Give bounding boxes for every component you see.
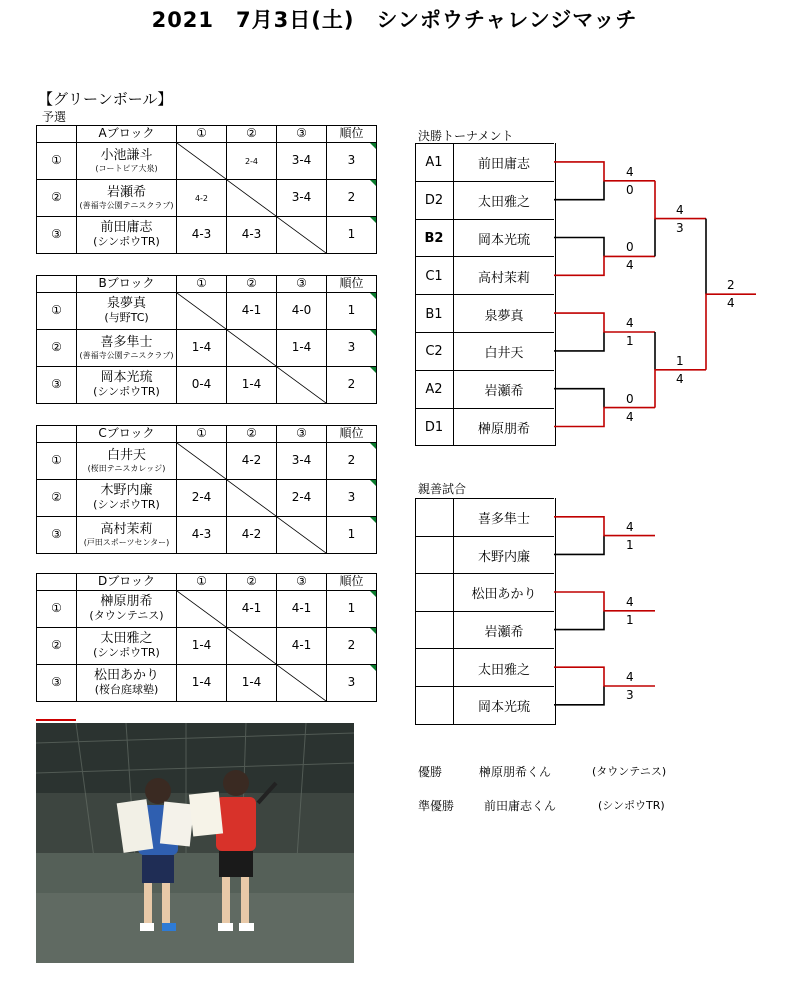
friendly-player: 岡本光琉 (454, 686, 554, 725)
winner-name: 榊原朋希くん (479, 765, 552, 779)
rank-marker-icon (370, 665, 376, 671)
score-cell (227, 293, 277, 330)
block-name: Dブロック (77, 574, 177, 591)
friendly-line-winner (554, 517, 655, 536)
self-match-cell (177, 591, 227, 628)
round2-score: 3 (676, 220, 684, 235)
row-mark: ① (37, 591, 77, 628)
page-title: 2021 7月3日(土) シンポウチャレンジマッチ (151, 8, 638, 32)
rank-cell (327, 367, 377, 404)
winner-label: 優勝 (418, 765, 443, 779)
header-blank (37, 126, 77, 143)
player-cell (77, 293, 177, 330)
player-club: (シンポウTR) (93, 385, 160, 399)
diagonal-slash-icon (227, 628, 276, 664)
rank-cell (327, 143, 377, 180)
score-cell (177, 180, 227, 217)
header-blank (37, 574, 77, 591)
self-match-cell (277, 367, 327, 404)
block-name: Bブロック (77, 276, 177, 293)
row-mark: ② (37, 180, 77, 217)
bracket-player: 白井天 (454, 332, 554, 371)
player-cell (77, 480, 177, 517)
bracket-player: 太田雅之 (454, 181, 554, 220)
score-cell (227, 517, 277, 554)
player-club: (タウンテニス) (89, 609, 164, 623)
player-name: 木野内廉 (100, 483, 153, 499)
rank-value: 1 (347, 303, 356, 318)
player-club: (コートピア大泉) (95, 163, 158, 173)
score-value: 4-0 (291, 303, 312, 318)
final-score: 2 (727, 278, 735, 293)
round1-score: 0 (626, 391, 634, 406)
score-cell (177, 330, 227, 367)
player-club: (与野TC) (104, 311, 149, 325)
score-cell (277, 480, 327, 517)
score-cell (177, 628, 227, 665)
runner-up-club: (シンポウTR) (598, 799, 665, 812)
friendly-score: 4 (626, 519, 634, 534)
player-name: 松田あかり (93, 668, 159, 684)
seed-cell: B2 (415, 219, 454, 258)
opponent-header: ② (227, 574, 277, 591)
player-club: (桜田テニスカレッジ) (87, 463, 166, 473)
score-value: 3-4 (291, 153, 312, 168)
opponent-header: ② (227, 126, 277, 143)
player-club: (シンポウTR) (93, 235, 160, 249)
friendly-player: 木野内廉 (454, 536, 554, 575)
bracket-line-loser (554, 389, 604, 408)
player-cell (77, 330, 177, 367)
score-cell (277, 143, 327, 180)
rank-value: 2 (347, 453, 356, 468)
player-cell (77, 367, 177, 404)
self-match-cell (177, 143, 227, 180)
diagonal-slash-icon (177, 443, 226, 479)
player-club: (桜台庭球塾) (94, 683, 159, 697)
player-cell (77, 180, 177, 217)
player-name: 白井天 (106, 447, 146, 463)
rank-value: 3 (347, 153, 356, 168)
opponent-header: ② (227, 426, 277, 443)
round2-score: 4 (676, 371, 684, 386)
diagonal-slash-icon (277, 217, 326, 253)
rank-marker-icon (370, 180, 376, 186)
row-mark: ③ (37, 517, 77, 554)
self-match-cell (277, 517, 327, 554)
header-blank (37, 276, 77, 293)
self-match-cell (177, 293, 227, 330)
runner-up-label: 準優勝 (418, 799, 455, 813)
opponent-header: ① (177, 426, 227, 443)
rank-marker-icon (370, 330, 376, 336)
player-club: (シンポウTR) (93, 498, 160, 512)
rank-value: 2 (347, 377, 356, 392)
friendly-score: 3 (626, 688, 634, 702)
block-name: Aブロック (77, 126, 177, 143)
bracket-line-winner (554, 162, 655, 181)
self-match-cell (277, 217, 327, 254)
rank-cell (327, 517, 377, 554)
diagonal-slash-icon (227, 480, 276, 516)
score-cell (277, 293, 327, 330)
friendly-line-loser (554, 611, 604, 630)
score-value: 4-3 (241, 227, 262, 242)
rank-cell (327, 217, 377, 254)
rank-value: 3 (347, 490, 356, 505)
diagonal-slash-icon (227, 180, 276, 216)
bracket-line-winner (554, 313, 655, 332)
round1-score: 4 (626, 258, 634, 273)
player-name: 岩瀬希 (106, 184, 146, 200)
score-value: 1-4 (291, 340, 312, 355)
block-name: Cブロック (77, 426, 177, 443)
row-mark: ① (37, 443, 77, 480)
score-cell (277, 443, 327, 480)
score-cell (227, 443, 277, 480)
rank-cell (327, 480, 377, 517)
score-value: 4-2 (194, 194, 209, 204)
prelim-label: 予選 (42, 110, 67, 124)
score-value: 4-1 (241, 601, 262, 616)
friendly-line-winner (554, 667, 655, 686)
final-score: 4 (727, 296, 735, 311)
score-cell (177, 480, 227, 517)
friendly-label: 親善試合 (418, 482, 467, 496)
self-match-cell (227, 330, 277, 367)
friendly-player: 喜多隼士 (454, 498, 554, 537)
score-cell (277, 180, 327, 217)
bracket-player: 前田庸志 (454, 143, 554, 182)
winners-photo (36, 723, 354, 963)
block-table (36, 573, 377, 702)
player-name: 前田庸志 (100, 220, 153, 236)
bracket-line-winner (554, 256, 655, 275)
rank-marker-icon (370, 443, 376, 449)
header-blank (37, 426, 77, 443)
player-name: 喜多隼士 (100, 334, 153, 350)
score-value: 1-4 (191, 340, 212, 355)
bracket-player: 高村茉莉 (454, 256, 554, 295)
player-name: 小池謙斗 (100, 147, 153, 163)
block-row (37, 480, 377, 517)
friendly-score: 4 (626, 670, 634, 684)
self-match-cell (227, 180, 277, 217)
rank-value: 3 (347, 675, 356, 690)
tournament-label: 決勝トーナメント (418, 129, 514, 143)
rank-header: 順位 (327, 426, 377, 443)
player-cell (77, 591, 177, 628)
seed-cell: B1 (415, 294, 454, 333)
friendly-line-loser (554, 536, 604, 555)
friendly-seed-cell (415, 686, 454, 725)
player-name: 岡本光琉 (100, 370, 153, 386)
self-match-cell (227, 480, 277, 517)
opponent-header: ③ (277, 126, 327, 143)
player-cell (77, 217, 177, 254)
row-mark: ① (37, 293, 77, 330)
block-row (37, 330, 377, 367)
rank-header: 順位 (327, 126, 377, 143)
rank-marker-icon (370, 480, 376, 486)
rank-header: 順位 (327, 574, 377, 591)
score-cell (227, 143, 277, 180)
score-value: 1-4 (191, 638, 212, 653)
friendly-player: 岩瀬希 (454, 611, 554, 650)
friendly-score: 4 (626, 594, 634, 609)
rank-cell (327, 591, 377, 628)
score-cell (177, 665, 227, 702)
round1-score: 4 (626, 316, 634, 330)
friendly-seed-cell (415, 498, 454, 537)
seed-cell: A2 (415, 370, 454, 409)
seed-cell: C2 (415, 332, 454, 371)
bracket-line-winner (554, 408, 655, 427)
opponent-header: ① (177, 574, 227, 591)
block-row (37, 143, 377, 180)
rank-value: 3 (347, 340, 356, 355)
block-table (36, 125, 377, 254)
score-cell (277, 591, 327, 628)
score-value: 2-4 (291, 490, 312, 505)
score-cell (227, 665, 277, 702)
player-club: (善福寺公園テニスクラブ) (79, 200, 174, 210)
block-row (37, 591, 377, 628)
diagonal-slash-icon (177, 591, 226, 627)
row-mark: ② (37, 330, 77, 367)
player-cell (77, 143, 177, 180)
player-cell (77, 665, 177, 702)
opponent-header: ③ (277, 574, 327, 591)
player-cell (77, 628, 177, 665)
opponent-header: ③ (277, 276, 327, 293)
diagonal-slash-icon (177, 293, 226, 329)
friendly-player: 松田あかり (454, 573, 554, 612)
player-name: 高村茉莉 (100, 521, 153, 537)
opponent-header: ① (177, 276, 227, 293)
block-row (37, 180, 377, 217)
rank-value: 2 (347, 638, 356, 653)
block-row (37, 443, 377, 480)
bracket-player: 岡本光琉 (454, 219, 554, 258)
winner-club: (タウンテニス) (592, 765, 667, 778)
friendly-seed-cell (415, 648, 454, 687)
seed-cell: C1 (415, 256, 454, 295)
score-value: 1-4 (241, 675, 262, 690)
round2-score: 1 (676, 353, 684, 368)
player-name: 泉夢真 (106, 296, 146, 312)
rank-cell (327, 443, 377, 480)
diagonal-slash-icon (177, 143, 226, 179)
round1-score: 0 (626, 182, 634, 197)
diagonal-slash-icon (277, 517, 326, 553)
round1-score: 0 (626, 240, 634, 255)
block-row (37, 367, 377, 404)
bracket-player: 榊原朋希 (454, 408, 554, 447)
rank-marker-icon (370, 143, 376, 149)
player-club: (戸田スポーツセンター) (83, 537, 170, 547)
block-row (37, 628, 377, 665)
score-cell (277, 628, 327, 665)
rank-cell (327, 665, 377, 702)
friendly-seed-cell (415, 611, 454, 650)
seed-cell: A1 (415, 143, 454, 182)
diagonal-slash-icon (277, 367, 326, 403)
score-value: 4-3 (191, 527, 212, 542)
opponent-header: ③ (277, 426, 327, 443)
friendly-line-loser (554, 686, 604, 705)
score-cell (277, 330, 327, 367)
photo-accent-line (36, 719, 76, 721)
friendly-score: 1 (626, 612, 634, 627)
self-match-cell (277, 665, 327, 702)
score-value: 4-1 (291, 601, 312, 616)
score-cell (177, 367, 227, 404)
rank-header: 順位 (327, 276, 377, 293)
row-mark: ③ (37, 217, 77, 254)
category-label: 【グリーンボール】 (38, 90, 173, 108)
bracket-line-loser (554, 238, 604, 257)
round1-score: 1 (626, 334, 634, 348)
block-row (37, 665, 377, 702)
rank-cell (327, 293, 377, 330)
round1-score: 4 (626, 164, 634, 179)
block-row (37, 293, 377, 330)
rank-marker-icon (370, 591, 376, 597)
score-value: 1-4 (241, 377, 262, 392)
rank-value: 2 (347, 190, 356, 205)
row-mark: ① (37, 143, 77, 180)
score-cell (227, 591, 277, 628)
rank-value: 1 (347, 527, 356, 542)
self-match-cell (177, 443, 227, 480)
rank-cell (327, 330, 377, 367)
block-table (36, 425, 377, 554)
player-club: (シンポウTR) (93, 646, 160, 660)
rank-marker-icon (370, 517, 376, 523)
runner-up-name: 前田庸志くん (484, 799, 557, 813)
player-club: (善福寺公園テニスクラブ) (79, 350, 174, 360)
bracket-player: 泉夢真 (454, 294, 554, 333)
row-mark: ② (37, 480, 77, 517)
rank-cell (327, 180, 377, 217)
player-cell (77, 517, 177, 554)
rank-marker-icon (370, 628, 376, 634)
friendly-seed-cell (415, 573, 454, 612)
score-value: 4-1 (241, 303, 262, 318)
rank-cell (327, 628, 377, 665)
player-name: 榊原朋希 (100, 594, 153, 610)
bracket-line-loser (554, 181, 604, 200)
score-value: 1-4 (191, 675, 212, 690)
score-value: 4-1 (291, 638, 312, 653)
opponent-header: ② (227, 276, 277, 293)
friendly-score: 1 (626, 537, 634, 552)
seed-cell: D2 (415, 181, 454, 220)
score-cell (227, 367, 277, 404)
score-cell (177, 217, 227, 254)
friendly-line-winner (554, 592, 655, 611)
rank-marker-icon (370, 293, 376, 299)
diagonal-slash-icon (277, 665, 326, 701)
block-row (37, 217, 377, 254)
score-value: 2-4 (191, 490, 212, 505)
friendly-seed-cell (415, 536, 454, 575)
self-match-cell (227, 628, 277, 665)
score-value: 3-4 (291, 453, 312, 468)
player-name: 太田雅之 (100, 631, 153, 647)
photo-illustration (36, 723, 354, 963)
score-value: 2-4 (244, 157, 259, 167)
friendly-player: 太田雅之 (454, 648, 554, 687)
round2-score: 4 (676, 202, 684, 217)
score-value: 4-2 (241, 453, 262, 468)
player-cell (77, 443, 177, 480)
rank-value: 1 (347, 227, 356, 242)
block-row (37, 517, 377, 554)
score-value: 0-4 (191, 377, 212, 392)
seed-cell: D1 (415, 408, 454, 447)
score-cell (177, 517, 227, 554)
rank-marker-icon (370, 217, 376, 223)
bracket-player: 岩瀬希 (454, 370, 554, 409)
bracket-line-loser (554, 332, 604, 351)
score-value: 3-4 (291, 190, 312, 205)
row-mark: ③ (37, 665, 77, 702)
opponent-header: ① (177, 126, 227, 143)
rank-marker-icon (370, 367, 376, 373)
diagonal-slash-icon (227, 330, 276, 366)
block-table (36, 275, 377, 404)
row-mark: ③ (37, 367, 77, 404)
score-value: 4-2 (241, 527, 262, 542)
score-cell (227, 217, 277, 254)
row-mark: ② (37, 628, 77, 665)
score-value: 4-3 (191, 227, 212, 242)
rank-value: 1 (347, 601, 356, 616)
round1-score: 4 (626, 409, 634, 424)
